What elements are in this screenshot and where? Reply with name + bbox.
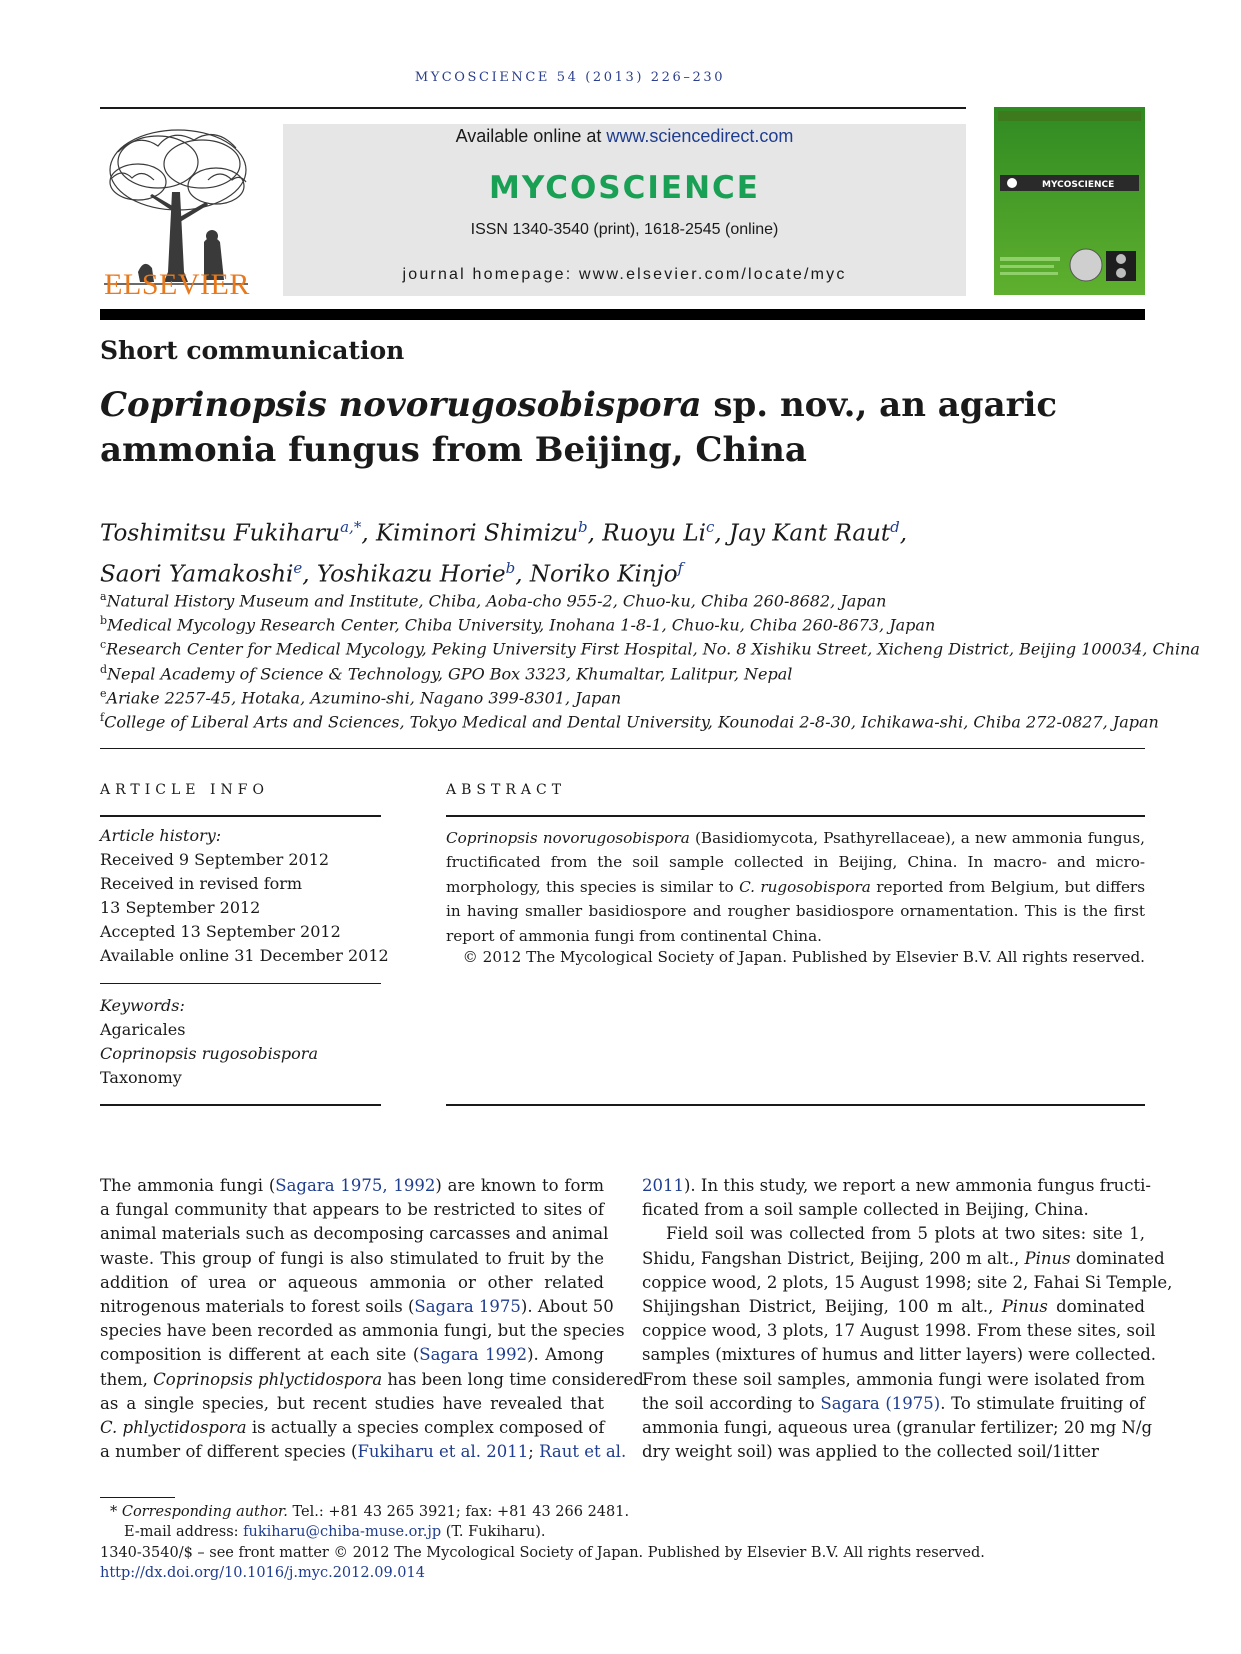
article-title [100, 383, 1140, 473]
affiliation [100, 663, 792, 683]
author-affiliation-ref[interactable]: b [505, 558, 516, 577]
title-species: Coprinopsis novorugosobispora [100, 385, 702, 425]
journal-cover-thumbnail[interactable] [994, 107, 1145, 295]
sciencedirect-link[interactable]: www.sciencedirect.com [606, 126, 794, 146]
keyword: Coprinopsis rugosobispora [100, 1044, 318, 1063]
author-separator: , [361, 520, 376, 547]
author-affiliation-ref[interactable]: c [705, 518, 715, 536]
author-separator: , [302, 561, 317, 588]
history-item: 13 September 2012 [100, 898, 261, 917]
body-line: C. phlyctidospora is actually a species complex composed of [100, 1418, 605, 1437]
affiliation-key: c [100, 638, 107, 651]
author-name[interactable]: Saori Yamakoshi [100, 561, 294, 588]
elsevier-wordmark: ELSEVIER [104, 268, 250, 301]
author-separator: , [587, 520, 603, 547]
corresponding-label: Corresponding author. [121, 1504, 288, 1520]
author-name[interactable]: Yoshikazu Horie [316, 561, 506, 588]
body-line: ammonia fungi, aqueous urea (granular fertilizer; 20 mg N/g [642, 1418, 1153, 1437]
affiliation-rule [100, 748, 1145, 749]
body-line: composition is different at each site (Sagara 1992). Among [100, 1345, 604, 1365]
body-line: coppice wood, 2 plots, 15 August 1998; site 2, Fahai Si Temple, [642, 1272, 1173, 1292]
author-separator: , [515, 561, 530, 588]
article-info-heading: ARTICLE INFO [100, 782, 269, 798]
keywords-label: Keywords: [100, 996, 185, 1015]
author-affiliation-ref[interactable]: e [293, 558, 303, 577]
journal-homepage[interactable]: journal homepage: www.elsevier.com/locate/myc [402, 266, 847, 283]
footnote-star: * [110, 1504, 122, 1520]
footnote-rule [100, 1497, 175, 1498]
body-line: 2011). In this study, we report a new ammonia fungus fructi- [642, 1176, 1152, 1195]
body-line: nitrogenous materials to forest soils (Sagara 1975). About 50 [100, 1297, 614, 1316]
history-item: Available online 31 December 2012 [100, 946, 389, 965]
author-list [100, 510, 1140, 591]
doi-link-text[interactable]: http://dx.doi.org/10.1016/j.myc.2012.09.014 [100, 1565, 425, 1581]
history-item: Accepted 13 September 2012 [100, 922, 341, 941]
abstract-heading: ABSTRACT [446, 782, 567, 798]
author-affiliation-ref[interactable]: b [578, 518, 588, 536]
history-keywords-rule [100, 983, 381, 984]
body-line: a fungal community that appears to be restricted to sites of [100, 1200, 604, 1220]
journal-wordmark: MYCOSCIENCE [489, 170, 760, 206]
affiliation-key: b [100, 614, 108, 627]
body-line: species have been recorded as ammonia fungi, but the species [100, 1321, 625, 1341]
cover-title: MYCOSCIENCE [1042, 180, 1115, 190]
body-line: addition of urea or aqueous ammonia or other related [100, 1272, 604, 1292]
email-label: E-mail address: [124, 1524, 244, 1540]
author-name[interactable]: Noriko Kinjo [529, 561, 678, 588]
email-link[interactable]: fukiharu@chiba-muse.or.jp [243, 1524, 442, 1540]
author-name[interactable]: Toshimitsu Fukiharu [100, 520, 341, 547]
body-line: Field soil was collected from 5 plots at two sites: site 1, [666, 1224, 1145, 1244]
affiliation-text: Medical Mycology Research Center, Chiba University, Inohana 1-8-1, Chuo-ku, Chiba 260-8673, Japan [107, 615, 936, 635]
body-line: them, Coprinopsis phlyctidospora has been long time considered [100, 1369, 644, 1389]
author-name[interactable]: Ruoyu Li [602, 520, 706, 547]
title-rest: sp. nov., an agaric ammonia fungus from Beijing, China [100, 385, 1058, 470]
corresponding-contact: Tel.: +81 43 265 3921; fax: +81 43 266 2481. [287, 1504, 630, 1520]
keyword: Taxonomy [100, 1068, 182, 1087]
header-thick-rule [100, 309, 1145, 320]
body-line: waste. This group of fungi is also stimulated to fruit by the [100, 1248, 604, 1268]
issn: ISSN 1340-3540 (print), 1618-2545 (online) [470, 221, 779, 238]
affiliation [100, 711, 1159, 731]
body-line: ficated from a soil sample collected in Beijing, China. [642, 1200, 1089, 1220]
affiliation [100, 590, 886, 610]
affiliation-key: f [100, 711, 105, 724]
body-line: Shijingshan District, Beijing, 100 m alt., Pinus dominated [642, 1297, 1145, 1316]
affiliation-text: College of Liberal Arts and Sciences, Tokyo Medical and Dental University, Kounodai 2-8-30, Ichikawa-shi, Chiba 272-0827, Japan [104, 712, 1159, 732]
body-line: samples (mixtures of humus and litter layers) were collected. [642, 1345, 1157, 1365]
available-online-prefix: Available online at [455, 126, 607, 146]
abstract-species-2: C. rugosobispora [739, 877, 871, 896]
history-item: Received 9 September 2012 [100, 850, 330, 869]
body-line: the soil according to Sagara (1975). To stimulate fruiting of [642, 1393, 1145, 1413]
abstract-copyright: © 2012 The Mycological Society of Japan. Published by Elsevier B.V. All rights reserved. [462, 948, 1145, 966]
body-line: as a single species, but recent studies have revealed that [100, 1393, 604, 1413]
keyword: Agaricales [100, 1020, 186, 1039]
affiliation-key: a [100, 590, 107, 603]
abstract-text-part2: reported from Belgium, but differs in having smaller basidiospore and rougher basidiospore ornamentation. This is the first report of ammonia fungi from continental China. [446, 877, 1145, 945]
affiliation [100, 638, 1200, 658]
abstract-text [446, 826, 1145, 948]
body-line: dry weight soil) was applied to the collected soil/1itter [642, 1442, 1099, 1462]
affiliation-key: d [100, 663, 108, 676]
affiliation-text: Ariake 2257-45, Hotaka, Azumino-shi, Nagano 399-8301, Japan [106, 688, 622, 708]
body-line: animal materials such as decomposing carcasses and animal [100, 1224, 609, 1244]
article-type: Short communication [100, 336, 405, 365]
author-affiliation-ref[interactable]: d [890, 518, 900, 536]
author-name[interactable]: Jay Kant Raut [729, 520, 891, 547]
abstract-bottom-rule [446, 1104, 1145, 1106]
article-info-rule [100, 815, 381, 817]
top-rule [100, 107, 966, 109]
available-online [283, 126, 966, 147]
article-history-label: Article history: [100, 826, 222, 845]
history-item: Received in revised form [100, 874, 303, 893]
affiliation-text: Natural History Museum and Institute, Chiba, Aoba-cho 955-2, Chuo-ku, Chiba 260-8682, Japan [106, 591, 887, 611]
affiliation [100, 614, 935, 634]
affiliation-key: e [100, 687, 107, 700]
abstract-rule [446, 815, 1145, 817]
doi-link[interactable] [100, 1565, 425, 1581]
corresponding-author-note [110, 1504, 629, 1520]
body-line: a number of different species (Fukiharu et al. 2011; Raut et al. [100, 1442, 627, 1462]
author-name[interactable]: Kiminori Shimizu [375, 520, 579, 547]
abstract-text-part1: (Basidiomycota, Psathyrellaceae), a new ammonia fungus, fructificated from the soil sample collected in Beijing, China. In macro- and micro-morphology, this species is similar to [446, 829, 1145, 896]
author-separator: , [899, 520, 908, 547]
email-note [124, 1524, 546, 1540]
author-affiliation-ref[interactable]: a,* [340, 518, 362, 536]
article-info-bottom-rule [100, 1104, 381, 1106]
author-affiliation-ref[interactable]: f [677, 558, 684, 577]
author-separator: , [714, 520, 730, 547]
body-line: From these soil samples, ammonia fungi were isolated from [642, 1369, 1145, 1389]
affiliation [100, 687, 621, 707]
abstract-species: Coprinopsis novorugosobispora [446, 829, 690, 847]
front-matter: 1340-3540/$ – see front matter © 2012 The Mycological Society of Japan. Published by Elsevier B.V. All rights reserved. [100, 1545, 985, 1561]
body-line: Shidu, Fangshan District, Beijing, 200 m alt., Pinus dominated [642, 1248, 1165, 1268]
body-line: The ammonia fungi (Sagara 1975, 1992) are known to form [100, 1176, 605, 1195]
running-head: MYCOSCIENCE 54 (2013) 226–230 [414, 70, 726, 85]
body-line: coppice wood, 3 plots, 17 August 1998. From these sites, soil [642, 1321, 1156, 1341]
email-name: (T. Fukiharu). [441, 1524, 546, 1540]
affiliation-text: Research Center for Medical Mycology, Peking University First Hospital, No. 8 Xishiku Street, Xicheng District, Beijing 100034, China [106, 639, 1200, 659]
affiliation-text: Nepal Academy of Science & Technology, GPO Box 3323, Khumaltar, Lalitpur, Nepal [107, 664, 793, 684]
